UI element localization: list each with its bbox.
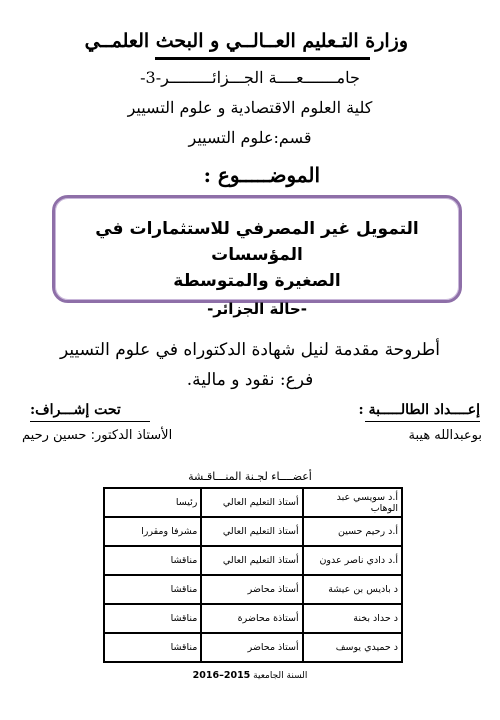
faculty-name: كلية العلوم الاقتصادية و علوم التسيير xyxy=(127,98,373,117)
member-name: د حميدي يوسف xyxy=(303,633,402,662)
student-name: بوعبدالله هيبة xyxy=(408,428,482,443)
table-row xyxy=(104,633,402,662)
member-role: رئيسا xyxy=(104,488,201,517)
member-role: مناقشا xyxy=(104,604,201,633)
academic-year xyxy=(0,670,500,681)
academic-year-value: 2015–2016 xyxy=(192,670,251,681)
supervisor-name: الأستاذ الدكتور: حسين رحيم xyxy=(22,428,173,443)
member-role: مناقشا xyxy=(104,633,201,662)
member-name: أ.د سويسي عبد الوهاب xyxy=(303,488,402,517)
thesis-title-box xyxy=(52,195,462,318)
member-name: د باديس بن عيشة xyxy=(303,575,402,604)
ministry-underline xyxy=(155,57,370,60)
member-rank: أستاذ محاضر xyxy=(201,575,302,604)
thesis-title-line-2: الصغيرة والمتوسطة xyxy=(173,271,341,291)
academic-year-label: السنة الجامعية xyxy=(253,671,308,681)
member-role: مشرفا ومقررا xyxy=(104,517,201,546)
table-row xyxy=(104,517,402,546)
member-rank: أستاذ التعليم العالي xyxy=(201,488,302,517)
member-name: أ.د رحيم حسين xyxy=(303,517,402,546)
table-row xyxy=(104,575,402,604)
member-role: مناقشا xyxy=(104,546,201,575)
thesis-title-case: -حالة الجزائر- xyxy=(207,300,307,318)
thesis-title-line-1: التمويل غير المصرفي للاستثمارات في المؤسسات xyxy=(95,219,419,265)
member-rank: أستاذة محاضرة xyxy=(201,604,302,633)
table-row xyxy=(104,604,402,633)
student-label-underline xyxy=(365,421,480,422)
member-name: أ.د دادي ناصر عدون xyxy=(303,546,402,575)
committee-table xyxy=(103,487,403,663)
member-rank: أستاذ محاضر xyxy=(201,633,302,662)
thesis-purpose: أطروحة مقدمة لنيل شهادة الدكتوراه في علوم التسيير xyxy=(59,340,441,360)
member-rank: أستاذ التعليم العالي xyxy=(201,546,302,575)
committee-title: أعضــــاء لجـنة المنـــاقـشة xyxy=(188,470,312,483)
department-name: قسم:علوم التسيير xyxy=(188,128,312,147)
supervisor-label: تحت إشـــراف: xyxy=(30,402,121,418)
subject-label: الموضـــــوع : xyxy=(203,163,320,187)
university-name: جامـــــــعــــة الجـــزائـــــــــر-3- xyxy=(140,68,360,87)
ministry-name: وزارة التـعليم العــالــي و البحث العلمــي xyxy=(84,30,408,52)
member-rank: أستاذ التعليم العالي xyxy=(201,517,302,546)
member-name: د حداد بخنة xyxy=(303,604,402,633)
student-label: إعــــداد الطالـــــبة : xyxy=(358,402,480,418)
supervisor-label-underline xyxy=(30,421,150,422)
table-row xyxy=(104,488,402,517)
thesis-branch: فرع: نقود و مالية. xyxy=(186,370,314,390)
member-role: مناقشا xyxy=(104,575,201,604)
table-row xyxy=(104,546,402,575)
